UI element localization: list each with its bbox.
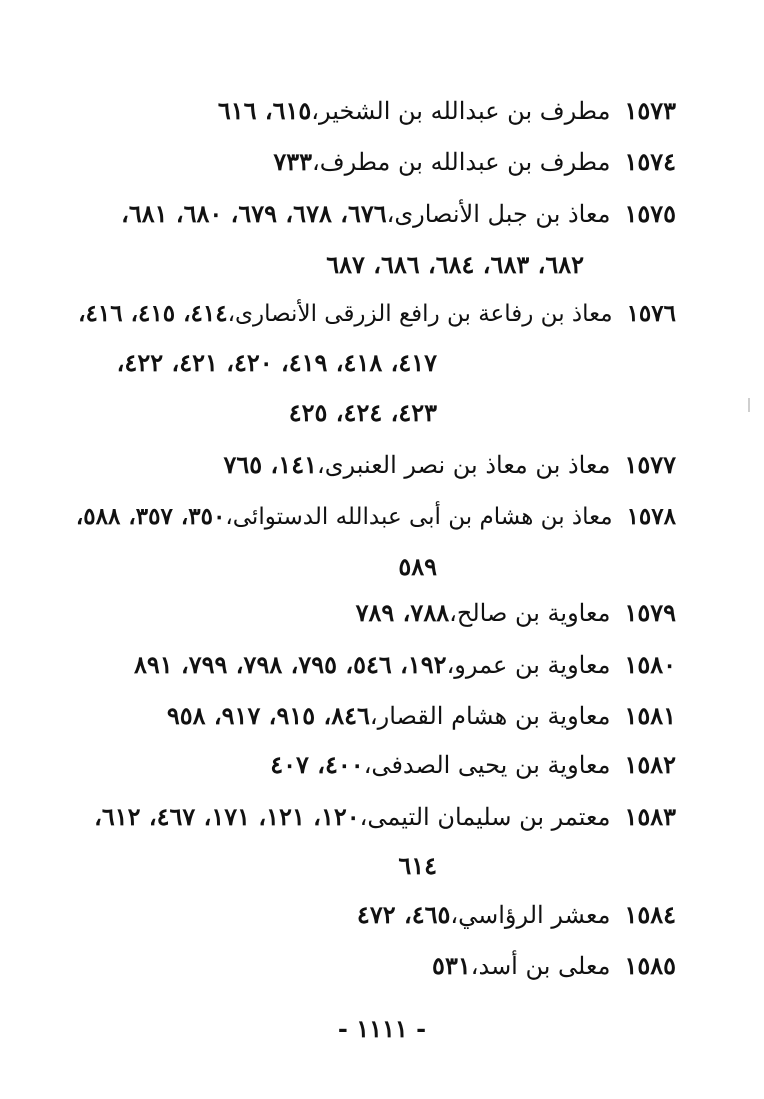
entry-pages: ١٤١، ٧٦٥ xyxy=(223,450,317,479)
index-entry xyxy=(56,649,676,681)
page-number: - ١١١١ - xyxy=(337,1014,427,1043)
entry-name: معاذ بن هشام بن أبى عبدالله الدستوائى، xyxy=(225,504,613,530)
entry-number: ١٥٨١ xyxy=(624,701,676,730)
entry-number: ١٥٨٢ xyxy=(624,750,676,779)
index-entry xyxy=(56,597,676,629)
index-entry xyxy=(56,501,676,533)
entry-pages: ٧٣٣ xyxy=(273,147,312,176)
entry-pages: ٣٥٠، ٣٥٧، ٥٨٨، xyxy=(75,503,226,530)
entry-pages: ٨٤٦، ٩١٥، ٩١٧، ٩٥٨ xyxy=(166,701,370,730)
entry-pages: ٤٠٠، ٤٠٧ xyxy=(270,750,364,779)
scan-edge-mark xyxy=(748,398,750,412)
entry-continuation xyxy=(37,397,437,429)
entry-pages-continued: ٤١٧، ٤١٨، ٤١٩، ٤٢٠، ٤٢١، ٤٢٢، xyxy=(116,348,437,377)
entry-pages-continued: ٦٨٢، ٦٨٣، ٦٨٤، ٦٨٦، ٦٨٧ xyxy=(326,250,584,279)
entry-name: معاوية بن صالح، xyxy=(449,599,611,627)
index-entry xyxy=(56,899,676,931)
index-entry xyxy=(56,749,676,781)
index-entry xyxy=(56,449,676,481)
entry-pages: ٦١٥، ٦١٦ xyxy=(217,96,312,125)
entry-pages: ٤٦٥، ٤٧٢ xyxy=(356,900,451,929)
index-entry xyxy=(56,146,676,178)
entry-number: ١٥٨٠ xyxy=(624,650,676,679)
entry-pages: ٧٨٨، ٧٨٩ xyxy=(355,598,450,627)
entry-pages-continued: ٦١٤ xyxy=(398,851,437,880)
entry-name: معاوية بن يحيى الصدفى، xyxy=(363,751,611,779)
entry-number: ١٥٨٣ xyxy=(624,802,676,831)
entry-number: ١٥٧٨ xyxy=(626,503,676,530)
entry-number: ١٥٧٣ xyxy=(624,96,676,125)
entry-number: ١٥٨٤ xyxy=(624,900,676,929)
entry-number: ١٥٧٥ xyxy=(624,199,676,228)
entry-number: ١٥٧٩ xyxy=(624,598,676,627)
entry-name: معتمر بن سليمان التيمى، xyxy=(359,803,611,831)
entry-pages: ٥٣١ xyxy=(432,951,471,980)
index-entry xyxy=(56,950,676,982)
entry-pages: ١٩٢، ٥٤٦، ٧٩٥، ٧٩٨، ٧٩٩، ٨٩١ xyxy=(133,650,447,679)
entry-name: معاذ بن معاذ بن نصر العنبرى، xyxy=(316,451,611,479)
entry-name: معاذ بن جبل الأنصارى، xyxy=(386,200,611,228)
entry-number: ١٥٨٥ xyxy=(624,951,676,980)
entry-pages-continued: ٥٨٩ xyxy=(398,552,437,581)
entry-continuation xyxy=(37,347,437,379)
entry-pages-continued: ٤٢٣، ٤٢٤، ٤٢٥ xyxy=(288,398,437,427)
entry-name: مطرف بن عبدالله بن مطرف، xyxy=(311,148,611,176)
entry-name: معلى بن أسد، xyxy=(470,952,611,980)
entry-continuation xyxy=(37,850,437,882)
entry-name: معاوية بن عمرو، xyxy=(446,651,611,679)
entry-name: مطرف بن عبدالله بن الشخير، xyxy=(311,97,611,125)
entry-number: ١٥٧٧ xyxy=(624,450,676,479)
entry-continuation xyxy=(44,249,584,281)
index-entry xyxy=(56,95,676,127)
entry-name: معشر الرؤاسي، xyxy=(450,901,611,929)
index-entry xyxy=(56,298,676,330)
index-entry xyxy=(56,801,676,833)
entry-continuation xyxy=(37,551,437,583)
entry-pages: ٤١٤، ٤١٥، ٤١٦، xyxy=(78,300,228,327)
entry-name: معاذ بن رفاعة بن رافع الزرقى الأنصارى، xyxy=(227,301,613,327)
entry-number: ١٥٧٤ xyxy=(624,147,676,176)
index-entry xyxy=(56,700,676,732)
entry-pages: ٦٧٦، ٦٧٨، ٦٧٩، ٦٨٠، ٦٨١، xyxy=(121,199,387,228)
index-entry xyxy=(56,198,676,230)
entry-name: معاوية بن هشام القصار، xyxy=(369,702,611,730)
entry-pages: ١٢٠، ١٢١، ١٧١، ٤٦٧، ٦١٢، xyxy=(94,802,360,831)
entry-number: ١٥٧٦ xyxy=(626,300,676,327)
